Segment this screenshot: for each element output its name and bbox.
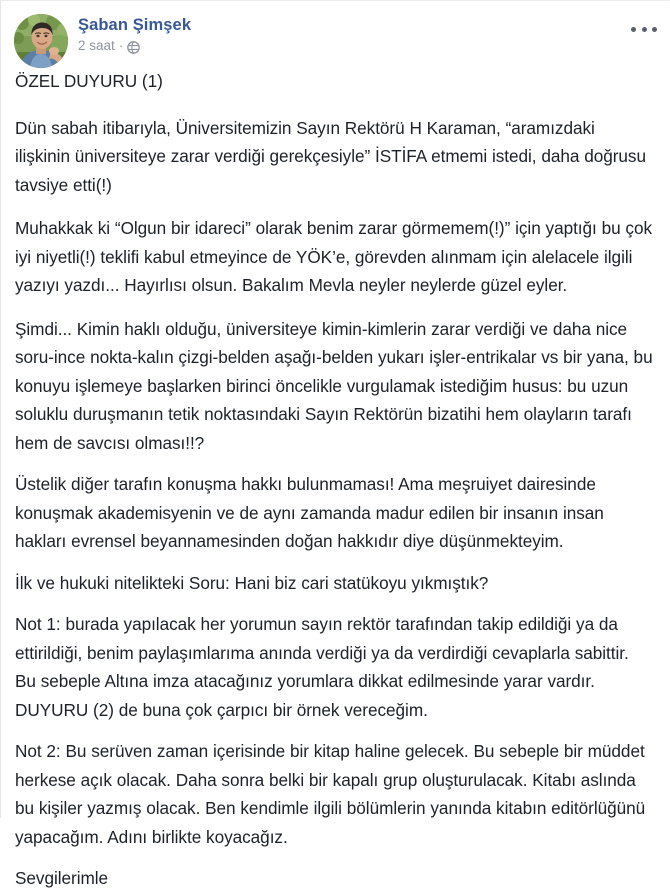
author-name[interactable]: Şaban Şimşek bbox=[78, 16, 192, 34]
menu-dot bbox=[631, 27, 636, 32]
post-heading: ÖZEL DUYURU (1) bbox=[15, 71, 163, 91]
post-paragraph: Üstelik diğer tarafın konuşma hakkı bulunmaması! Ama meşruiyet dairesinde konuşmak akademisyenin ve de aynı zamanda madur edilen bir insanın insan hakları evrensel beyannamesinden doğan hakkıdır diye düşünmekteyim. bbox=[15, 474, 604, 551]
menu-dot bbox=[652, 27, 657, 32]
post-header bbox=[1, 1, 669, 67]
post-paragraph: Şimdi... Kimin haklı olduğu, üniversiteye kimin-kimlerin zarar verdiği ve daha nice soru-ince nokta-kalın çizgi-belden aşağı-belden yukarı işler-entrikalar vs bir yana, bu konuyu işlemeye başlarken birinci öncelikle vurgulamak istediğim husus: bu uzun soluklu duruşmanın tetik noktasındaki Sayın Rektörün bizatihi hem olayların tarafı hem de savcısı olması!!? bbox=[15, 318, 653, 453]
post-author-block bbox=[78, 13, 191, 54]
post-paragraph: Dün sabah itibarıyla, Üniversitemizin Sayın Rektörü H Karaman, “aramızdaki ilişkinin üniversiteye zarar verdiği gerekçesiyle” İSTİFA etmemi istedi, daha doğrusu tavsiye etti(!) bbox=[15, 117, 646, 195]
post-paragraph: Muhakkak ki “Olgun bir idareci” olarak benim zarar görmemem(!)” için yaptığı bu çok iyi niyetli(!) teklifi kabul etmeyince de YÖK’e, görevden alınmam için alelacele ilgili yazıyı yazdı... Hayırlısı olsun. Bakalım Mevla neyler neylerde güzel eyler. bbox=[15, 218, 653, 295]
post-meta bbox=[78, 38, 191, 54]
post-note-1: Not 1: burada yapılacak her yorumun sayın rektör tarafından takip edildiği ya da ettirildiği, benim paylaşımlarıma anında verdiği ya da verdirdiği cevaplarla sabittir. Bu sebeple Altına imza atacağınız yorumlara dikkat edilmesinde yarar vardır. DUYURU (2) de buna çok çarpıcı bir örnek vereceğim. bbox=[15, 614, 629, 720]
post-body bbox=[1, 67, 669, 893]
globe-public-icon[interactable] bbox=[127, 41, 140, 54]
post-signoff: Sevgilerimle bbox=[15, 868, 109, 888]
avatar[interactable] bbox=[14, 14, 68, 68]
post-question: İlk ve hukuki nitelikteki Soru: Hani biz cari statükoyu yıkmıştık? bbox=[15, 572, 489, 593]
menu-dot bbox=[642, 27, 647, 32]
post-timestamp[interactable]: 2 saat bbox=[78, 38, 115, 53]
meta-separator: · bbox=[118, 38, 124, 53]
post-options-menu[interactable] bbox=[631, 21, 657, 37]
post-note-2: Not 2: Bu serüven zaman içerisinde bir kitap haline gelecek. Bu sebeple bir müddet herkese açık olacak. Daha sonra belki bir kapalı grup oluşturulacak. Kitabı aslında bu kişiler yazmış olacak. Ben kendimle ilgili bölümlerin yanında kitabın editörlüğünü yapacağım. Adını birlikte koyacağız. bbox=[15, 741, 646, 847]
